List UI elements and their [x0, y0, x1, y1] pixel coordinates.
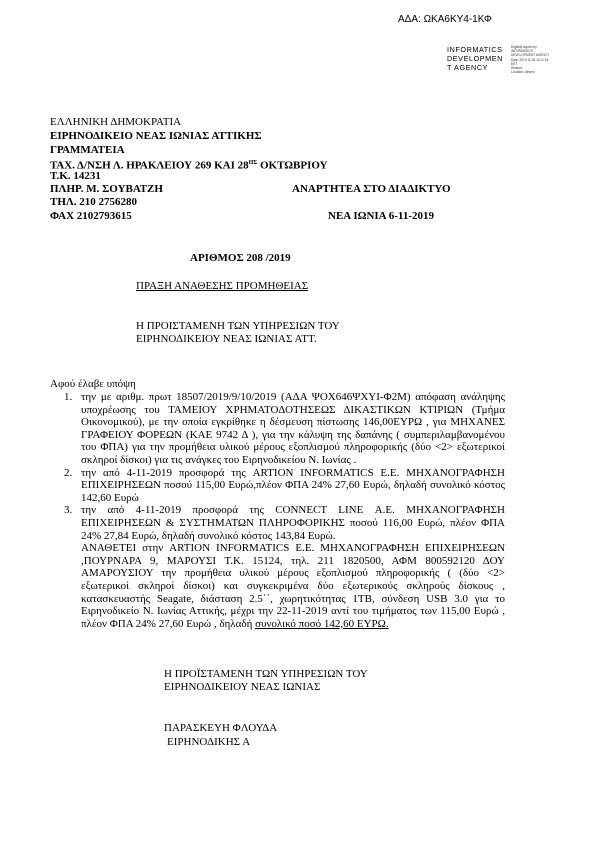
- decision-body: ΑΝΑΘΕΤΕΙ στην ARTION INFORMATICS Ε.Ε. ΜΗΧΑΝΟΓΡΑΦΗΣΗ ΕΠΙΧΕΙΡΗΣΕΩΝ ,ΠΟΥΡΝΑΡΑ 9, ΜΑΡΟΥΣΙ Τ.Κ. 15124, τηλ. 211 1820500, ΑΦΜ 800592120 ΔΟΥ ΑΜΑΡΟΥΣΙΟΥ την προμήθεια υλικού μέρους εξοπλισμού πληροφορικής ( (δύο <2> εξωτερικοί σκληροί δίσκοι) και συγκεκριμένα δύο εξωτερικούς σκληρούς δίσκους , κατασκευαστής Seagate, διάσταση 2.5΄΄, χωρητικότητας 1ΤΒ, σύνδεση USB 3.0 για το Ειρηνοδικείο Ν. Ιωνίας Αττικής, μέχρι την 22-11-2019 αντί του τιμήματος των 115,00 Ευρώ , πλέον ΦΠΑ 24% 27,60 Ευρώ , δηλαδή: [81, 542, 505, 630]
- header-secretariat: ΓΡΑΜΜΑΤΕΙΑ: [50, 144, 125, 156]
- list-item: [50, 467, 505, 505]
- item-text: την με αριθμ. πρωτ 18507/2019/9/10/2019 (ΑΔΑ ΨΟΧ646ΨΧΥΙ-Φ2Μ) απόφαση ανάληψης υποχρέωσης του ΤΑΜΕΙΟΥ ΧΡΗΜΑΤΟΔΟΤΗΣΕΩΣ ΔΙΚΑΣΤΙΚΩΝ ΚΤΙΡΙΩΝ (Τμήμα Οικονομικού), με την οποία εγκρίθηκε η δέσμευση πίστωσης 146,00ΕΥΡΩ , για ΜΗΧΑΝΕΣ ΓΡΑΦΕΙΟΥ ΦΟΡΕΩΝ (ΚΑΕ 9742 Δ ), για την κάλυψη της δαπάνης ( συμπεριλαμβανομένου του ΦΠΑ) για την προμήθεια υλικού μέρους εξοπλισμού πληροφορικής (δύο <2> εξωτερικοί σκληροί δίσκοι) για τις ανάγκες του Ειρηνοδικείου Ν. Ιωνίας .: [81, 391, 505, 466]
- stamp-detail: DEVELOPMENT AGENCY: [511, 53, 550, 58]
- address-text-end: ΟΚΤΩΒΡΙΟΥ: [257, 159, 328, 172]
- considerations-list: [50, 391, 505, 630]
- list-item: [50, 391, 505, 467]
- header-court: ΕΙΡΗΝΟΔΙΚΕΙΟ ΝΕΑΣ ΙΩΝΙΑΣ ΑΤΤΙΚΗΣ: [50, 130, 262, 142]
- address-superscript: ΗΣ: [248, 160, 258, 166]
- act-number: ΑΡΙΘΜΟΣ 208 /2019: [190, 252, 291, 264]
- header-postcode: Τ.Κ. 14231: [50, 170, 101, 182]
- signature-title-1: Η ΠΡΟΪΣΤΑΜΕΝΗ ΤΩΝ ΥΠΗΡΕΣΙΩΝ ΤΟΥ: [164, 668, 368, 680]
- list-item: [50, 504, 505, 630]
- signature-stamp-details: [511, 45, 551, 74]
- intro-text: Αφού έλαβε υπόψη: [50, 378, 136, 390]
- ada-label: ΑΔΑ: ΩΚΑ6ΚΥ4-1ΚΦ: [398, 14, 492, 25]
- header-phone: ΤΗΛ. 210 2756280: [50, 196, 138, 208]
- act-title: ΠΡΑΞΗ ΑΝΑΘΕΣΗΣ ΠΡΟΜΗΘΕΙΑΣ: [136, 280, 309, 292]
- stamp-line: DEVELOPMEN: [447, 54, 503, 63]
- authority-line-1: Η ΠΡΟΙΣΤΑΜΕΝΗ ΤΩΝ ΥΠΗΡΕΣΙΩΝ ΤΟΥ: [136, 320, 340, 332]
- item-number: 1.: [64, 391, 73, 403]
- signature-name: ΠΑΡΑΣΚΕΥΗ ΦΛΟΥΔΑ: [164, 722, 278, 734]
- header-posted: ΑΝΑΡΤΗΤΕΑ ΣΤΟ ΔΙΑΔΙΚΤΥΟ: [292, 183, 451, 195]
- item-number: 2.: [64, 466, 73, 479]
- decision-total: συνολικό ποσό 142,60 ΕΥΡΩ.: [255, 617, 389, 630]
- signature-stamp: [447, 45, 503, 72]
- stamp-detail: Digitally signed by: [511, 45, 537, 49]
- decision-text: [81, 542, 505, 630]
- address-text: ΤΑΧ. Δ/ΝΣΗ Λ. ΗΡΑΚΛΕΙΟΥ 269 ΚΑΙ 28: [50, 159, 249, 172]
- stamp-detail: Date: 2019.11.06 10:11:24: [511, 57, 549, 62]
- stamp-detail: INFORMATICS: [511, 49, 533, 54]
- header-place-date: ΝΕΑ ΙΩΝΙΑ 6-11-2019: [328, 210, 434, 222]
- item-text: την από 4-11-2019 προσφορά της ARTION INFORMATICS Ε.Ε. ΜΗΧΑΝΟΓΡΑΦΗΣΗ ΕΠΙΧΕΙΡΗΣΕΩΝ ποσού 115,00 Ευρώ,πλέον ΦΠΑ 24% 27,60 Ευρώ, δηλαδή συνολικό κόστος 142,60 Ευρώ: [81, 466, 505, 504]
- signature-title-2: ΕΙΡΗΝΟΔΙΚΕΙΟΥ ΝΕΑΣ ΙΩΝΙΑΣ: [164, 681, 321, 693]
- item-number: 3.: [64, 504, 73, 517]
- stamp-detail: Location: Athens: [511, 70, 535, 75]
- header-info: ΠΛΗΡ. Μ. ΣΟΥΒΑΤΖΗ: [50, 183, 163, 195]
- stamp-detail: Reason:: [511, 66, 523, 71]
- authority-line-2: ΕΙΡΗΝΟΔΙΚΕΙΟΥ ΝΕΑΣ ΙΩΝΙΑΣ ΑΤΤ.: [136, 333, 317, 345]
- stamp-detail: EET: [511, 61, 518, 66]
- header-republic: ΕΛΛΗΝΙΚΗ ΔΗΜΟΚΡΑΤΙΑ: [50, 116, 182, 128]
- item-text: την από 4-11-2019 προσφορά της CONNECT LINE Α.Ε. ΜΗΧΑΝΟΓΡΑΦΗΣΗ ΕΠΙΧΕΙΡΗΣΕΩΝ & ΣΥΣΤΗΜΑΤΩΝ ΠΛΗΡΟΦΟΡΙΚΗΣ ποσού 116,00 Ευρώ, πλέον ΦΠΑ 24% 27,84 Ευρώ, δηλαδή συνολικό κόστος 143,84 Ευρώ.: [81, 504, 505, 542]
- stamp-line: INFORMATICS: [447, 45, 503, 54]
- header-fax: ΦΑΧ 2102793615: [50, 210, 132, 222]
- stamp-line: T AGENCY: [447, 63, 489, 72]
- signature-role: ΕΙΡΗΝΟΔΙΚΗΣ Α: [167, 736, 251, 748]
